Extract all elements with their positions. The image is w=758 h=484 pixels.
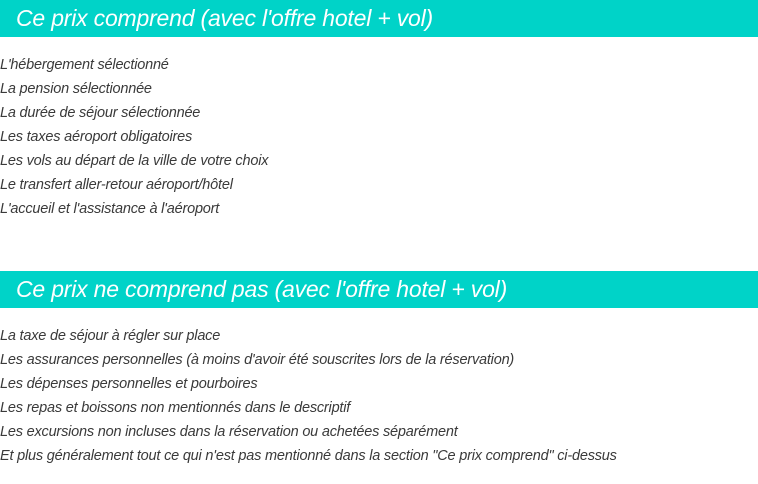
included-item: La durée de séjour sélectionnée [0,105,201,121]
included-item: L'hébergement sélectionné [0,57,169,73]
excluded-item: Les dépenses personnelles et pourboires [0,376,258,392]
excluded-item: Les excursions non incluses dans la réservation ou achetées séparément [0,424,458,440]
excluded-item: Et plus généralement tout ce qui n'est pas mentionné dans la section "Ce prix comprend" ci-dessus [0,448,617,464]
excluded-item: La taxe de séjour à régler sur place [0,328,221,344]
included-item: L'accueil et l'assistance à l'aéroport [0,201,220,217]
included-item: Les taxes aéroport obligatoires [0,129,193,145]
included-section-title: Ce prix comprend (avec l'offre hotel + vol) [0,0,758,37]
included-items-list [0,53,268,221]
excluded-items-list [0,324,617,468]
excluded-section-title: Ce prix ne comprend pas (avec l'offre hotel + vol) [0,271,758,308]
included-item: Le transfert aller-retour aéroport/hôtel [0,177,233,193]
included-item: Les vols au départ de la ville de votre choix [0,153,269,169]
excluded-item: Les assurances personnelles (à moins d'avoir été souscrites lors de la réservation) [0,352,515,368]
included-item: La pension sélectionnée [0,81,152,97]
excluded-item: Les repas et boissons non mentionnés dans le descriptif [0,400,351,416]
